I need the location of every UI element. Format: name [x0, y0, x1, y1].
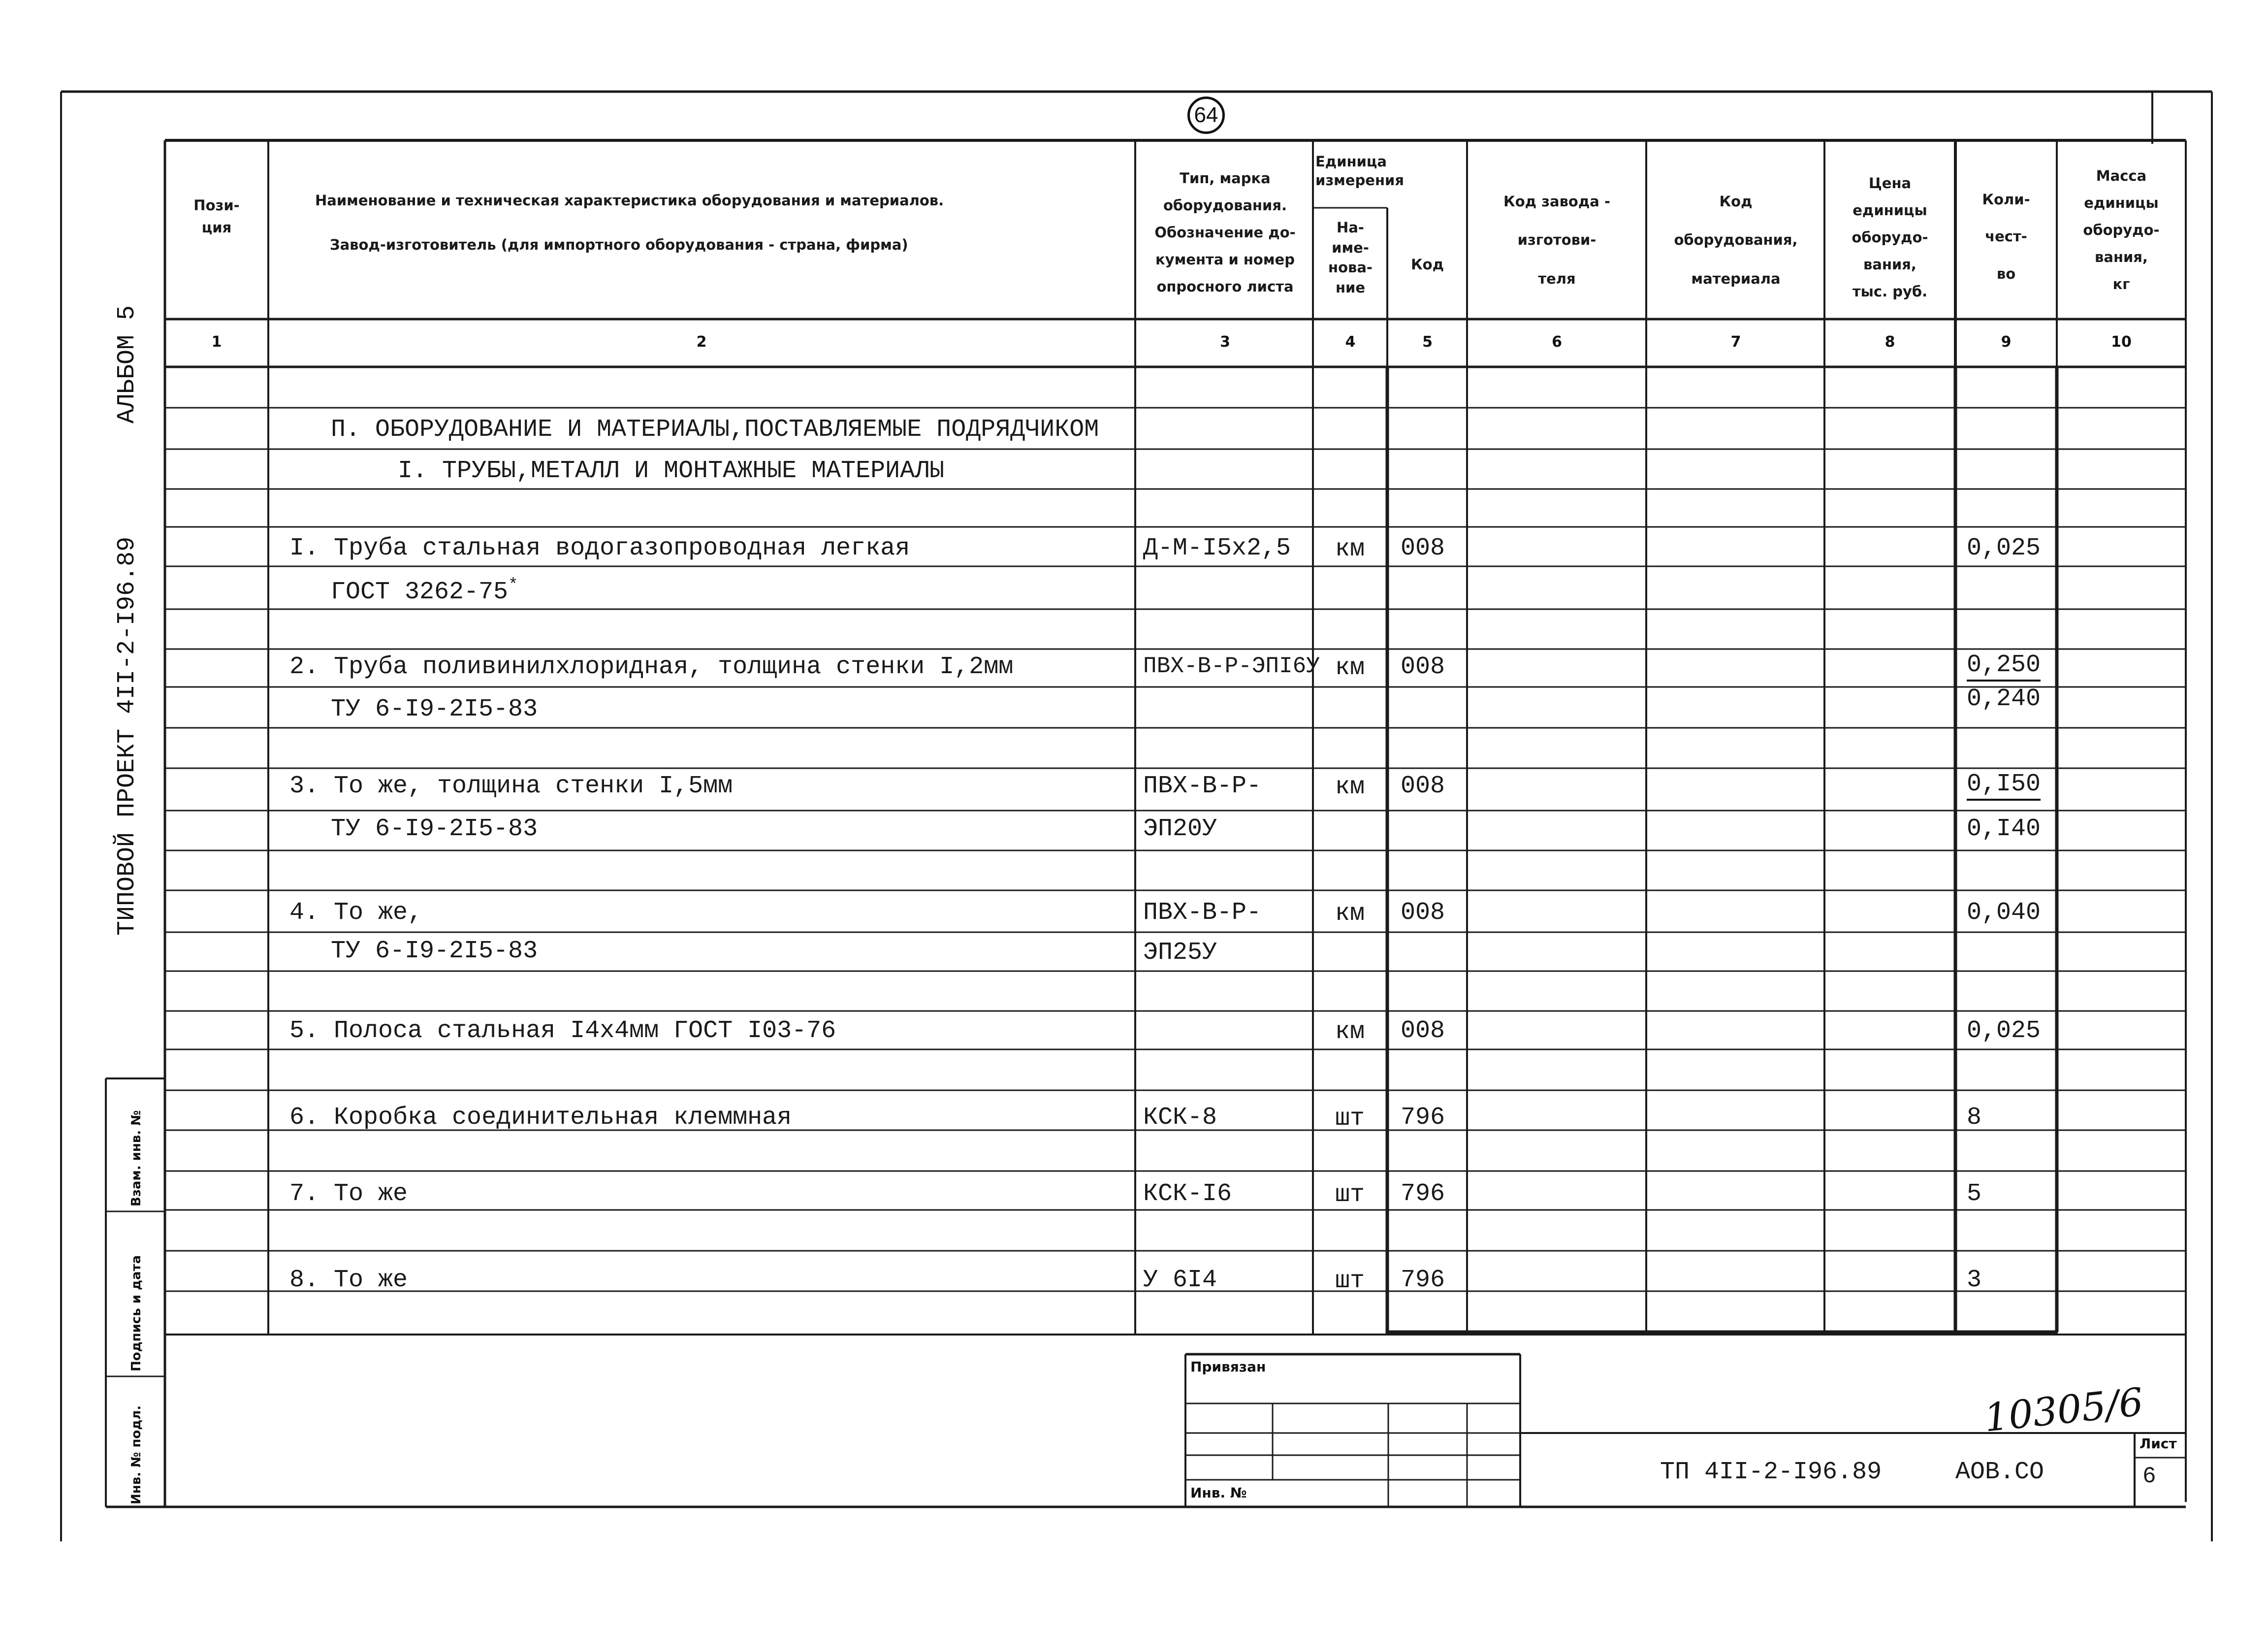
item-7-name: 7. То же: [289, 1180, 408, 1208]
item-8-name: 8. То же: [289, 1266, 408, 1294]
col-header-equipment-code: Код оборудования, материала: [1674, 193, 1798, 287]
item-5-name: 5. Полоса стальная I4х4мм ГОСТ I03-76: [289, 1017, 836, 1045]
item-8-type: У 6I4: [1143, 1266, 1217, 1294]
col-header-mass: Масса единицы оборудо- вания, кг: [2083, 167, 2160, 293]
item-2-unit: км: [1335, 654, 1365, 682]
col-header-type: Тип, марка оборудования. Обозначение до- кумента и номер опросного листа: [1154, 170, 1296, 295]
col-header-factory-code: Код завода - изготови- теля: [1503, 193, 1610, 287]
item-3-name: 3. То же, толщина стенки I,5мм: [289, 772, 733, 800]
col-header-name-line2: Завод-изготовитель (для импортного оборудования - страна, фирма): [330, 236, 908, 253]
doc-mark: АОВ.СО: [1955, 1458, 2044, 1486]
item-2-name: 2. Труба поливинилхлоридная, толщина стенки I,2мм: [289, 653, 1014, 681]
item-7-code: 796: [1401, 1180, 1445, 1208]
item-3-type: ПВХ-В-Р-: [1143, 772, 1262, 800]
item-7-unit: шт: [1335, 1181, 1365, 1209]
item-5-code: 008: [1401, 1017, 1445, 1045]
item-4-standard: ТУ 6-I9-2I5-83: [331, 937, 538, 965]
item-1-unit: км: [1335, 535, 1365, 563]
item-6-qty: 8: [1967, 1104, 1982, 1132]
col-header-unit-code: Код: [1410, 256, 1444, 273]
item-3-standard: ТУ 6-I9-2I5-83: [331, 815, 538, 843]
item-2-standard: ТУ 6-I9-2I5-83: [331, 695, 538, 723]
stamp-inv-no: Инв. №: [1190, 1485, 1247, 1501]
col-header-price: Цена единицы оборудо- вания, тыс. руб.: [1852, 175, 1928, 300]
item-1-code: 008: [1401, 534, 1445, 562]
col-number-3: 3: [1220, 333, 1230, 351]
item-3-qty-corrected: 0,I40: [1967, 815, 2041, 843]
doc-code: ТП 4II-2-I96.89: [1660, 1458, 1882, 1486]
col-number-6: 6: [1552, 333, 1562, 351]
sheet-number-circle: 64: [1187, 97, 1225, 134]
item-1-qty: 0,025: [1967, 534, 2041, 562]
item-4-name: 4. То же,: [289, 899, 423, 927]
item-4-qty: 0,040: [1967, 899, 2041, 927]
item-7-qty: 5: [1967, 1180, 1982, 1208]
col-number-1: 1: [211, 333, 222, 351]
item-1-standard: ГОСТ 3262-75*: [331, 576, 518, 606]
item-8-unit: шт: [1335, 1267, 1365, 1295]
stamp-vzam: Взам. инв. №: [129, 1110, 144, 1206]
item-1-name: I. Труба стальная водогазопроводная легкая: [289, 534, 910, 562]
col-number-4: 4: [1345, 333, 1356, 351]
section-title: П. ОБОРУДОВАНИЕ И МАТЕРИАЛЫ,ПОСТАВЛЯЕМЫЕ ПОДРЯДЧИКОМ: [331, 416, 1099, 444]
stamp-inv-podl: Инв. № подл.: [129, 1405, 144, 1504]
item-3-unit: км: [1335, 773, 1365, 801]
album-label: АЛЬБОМ 5: [113, 305, 141, 424]
item-4-code: 008: [1401, 899, 1445, 927]
item-2-qty: 0,250: [1967, 653, 2041, 682]
col-header-quantity: Коли- чест- во: [1982, 191, 2030, 282]
col-number-2: 2: [696, 333, 707, 351]
stamp-privyazan: Привязан: [1190, 1359, 1266, 1375]
item-6-code: 796: [1401, 1104, 1445, 1132]
col-number-5: 5: [1422, 333, 1433, 351]
project-label: ТИПОВОЙ ПРОЕКТ 4II-2-I96.89: [113, 536, 141, 936]
item-8-code: 796: [1401, 1266, 1445, 1294]
col-header-name-line1: Наименование и техническая характеристика оборудования и материалов.: [315, 192, 944, 209]
col-header-position: Пози- ция: [193, 197, 240, 236]
item-8-qty: 3: [1967, 1266, 1982, 1294]
item-1-type: Д-М-I5х2,5: [1143, 534, 1291, 562]
item-6-name: 6. Коробка соединительная клеммная: [289, 1104, 792, 1132]
item-3-qty: 0,I50: [1967, 772, 2041, 801]
item-4-type-cont: ЭП25У: [1143, 939, 1217, 967]
col-number-9: 9: [2001, 333, 2012, 351]
item-3-type-cont: ЭП20У: [1143, 815, 1217, 843]
item-4-unit: км: [1335, 900, 1365, 928]
item-5-qty: 0,025: [1967, 1017, 2041, 1045]
col-header-unit-name: На- име- нова- ние: [1328, 219, 1373, 296]
item-6-type: КСК-8: [1143, 1104, 1217, 1132]
col-number-8: 8: [1885, 333, 1895, 351]
col-number-7: 7: [1730, 333, 1741, 351]
item-2-type: ПВХ-В-Р-ЭПI6У: [1143, 653, 1320, 679]
col-number-10: 10: [2111, 333, 2132, 351]
list-label: Лист: [2140, 1435, 2177, 1452]
handwritten-number: 10305/6: [1982, 1380, 2145, 1441]
item-4-type: ПВХ-В-Р-: [1143, 899, 1262, 927]
item-6-unit: шт: [1335, 1105, 1365, 1133]
item-3-code: 008: [1401, 772, 1445, 800]
subsection-title: I. ТРУБЫ,МЕТАЛЛ И МОНТАЖНЫЕ МАТЕРИАЛЫ: [398, 457, 945, 485]
item-1-standard-mark: *: [508, 576, 518, 595]
item-2-code: 008: [1401, 653, 1445, 681]
item-5-unit: км: [1335, 1018, 1365, 1046]
item-2-qty-corrected: 0,240: [1967, 685, 2041, 713]
stamp-podpis: Подпись и дата: [129, 1255, 144, 1371]
col-header-unit-group: Единица измерения: [1315, 153, 1404, 189]
list-number: 6: [2142, 1464, 2156, 1489]
item-7-type: КСК-I6: [1143, 1180, 1232, 1208]
